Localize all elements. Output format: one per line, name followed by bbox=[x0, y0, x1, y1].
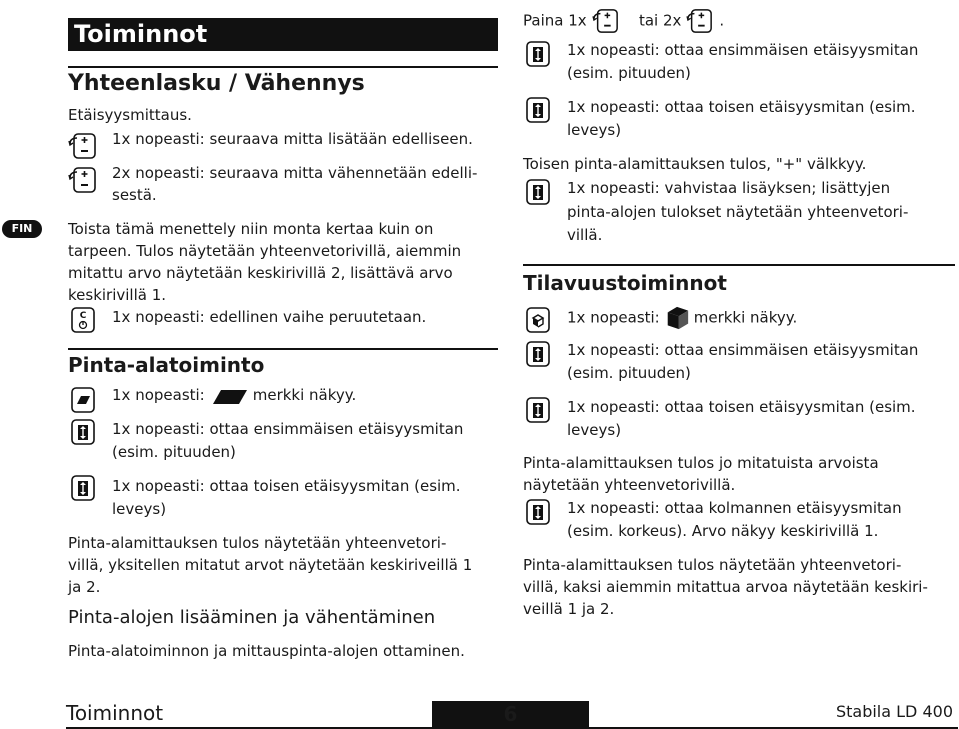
paragraph-line: Pinta-alamittauksen tulos näytetään yhteenvetori- bbox=[523, 556, 902, 574]
paragraph-line: mitattu arvo näytetään keskirivillä 2, lisättävä arvo bbox=[68, 264, 453, 282]
undo-step: 1x nopeasti: edellinen vaihe peruutetaan. bbox=[112, 308, 427, 326]
measure-icon bbox=[523, 178, 553, 206]
measure-second: 1x nopeasti: ottaa toisen etäisyysmitan (esim. bbox=[112, 477, 461, 495]
measure-second: 1x nopeasti: ottaa toisen etäisyysmitan (esim. bbox=[567, 98, 916, 116]
paragraph-line: villä, kaksi aiemmin mitattua arvoa näytetään keskiri- bbox=[523, 578, 928, 596]
step-add: 1x nopeasti: seuraava mitta lisätään edelliseen. bbox=[112, 130, 473, 148]
paragraph-line: Pinta-alamittauksen tulos jo mitatuista arvoista bbox=[523, 454, 879, 472]
measure-icon bbox=[523, 40, 553, 68]
product-name: Stabila LD 400 bbox=[835, 702, 953, 721]
press-instruction: Paina 1x tai 2x . bbox=[523, 8, 724, 34]
paragraph-line: Pinta-alamittauksen tulos näytetään yhteenvetori- bbox=[68, 534, 447, 552]
measure-second-cont: leveys) bbox=[112, 500, 167, 518]
measure-first: 1x nopeasti: ottaa ensimmäisen etäisyysmitan bbox=[567, 341, 919, 359]
heading-rule bbox=[68, 348, 498, 350]
measure-first-cont: (esim. pituuden) bbox=[567, 64, 691, 82]
measure-third: 1x nopeasti: ottaa kolmannen etäisyysmitan bbox=[567, 499, 902, 517]
page-number: 6 bbox=[503, 702, 518, 726]
measure-second: 1x nopeasti: ottaa toisen etäisyysmitan (esim. bbox=[567, 398, 916, 416]
heading-volume-functions: Tilavuustoiminnot bbox=[523, 271, 727, 295]
clear-icon bbox=[68, 306, 98, 334]
paragraph-line: Pinta-alatoiminnon ja mittauspinta-alojen ottaminen. bbox=[68, 642, 465, 660]
volume-step: 1x nopeasti: merkki näkyy. bbox=[567, 305, 797, 331]
step-subtract: 2x nopeasti: seuraava mitta vähennetään edelli- bbox=[112, 164, 478, 182]
measure-second-cont: leveys) bbox=[567, 421, 622, 439]
confirm-step-cont: villä. bbox=[567, 226, 603, 244]
paragraph-line: ja 2. bbox=[68, 578, 101, 596]
measure-second-cont: leveys) bbox=[567, 121, 622, 139]
plus-minus-icon bbox=[68, 166, 98, 194]
area-icon bbox=[68, 386, 98, 414]
area-step: 1x nopeasti: merkki näkyy. bbox=[112, 386, 357, 404]
intro-text: Etäisyysmittaus. bbox=[68, 106, 192, 124]
plus-minus-icon bbox=[68, 132, 98, 160]
measure-first-cont: (esim. pituuden) bbox=[112, 443, 236, 461]
paragraph-line: Toista tämä menettely niin monta kertaa kuin on bbox=[68, 220, 434, 238]
heading-add-subtract: Yhteenlasku / Vähennys bbox=[68, 71, 365, 96]
measure-icon bbox=[523, 498, 553, 526]
measure-icon bbox=[523, 340, 553, 368]
paragraph-line: villä, yksitellen mitatut arvot näytetään keskiriveillä 1 bbox=[68, 556, 473, 574]
measure-icon bbox=[68, 418, 98, 446]
heading-rule bbox=[68, 66, 498, 68]
heading-rule bbox=[523, 264, 955, 266]
footer-section-title: Toiminnot bbox=[66, 701, 164, 725]
measure-first: 1x nopeasti: ottaa ensimmäisen etäisyysmitan bbox=[567, 41, 919, 59]
section-banner: Toiminnot bbox=[68, 18, 498, 51]
measure-first: 1x nopeasti: ottaa ensimmäisen etäisyysmitan bbox=[112, 420, 464, 438]
paragraph-line: tarpeen. Tulos näytetään yhteenvetorivillä, aiemmin bbox=[68, 242, 462, 260]
paragraph-line: veillä 1 ja 2. bbox=[523, 600, 615, 618]
volume-glyph-icon bbox=[664, 305, 690, 331]
measure-icon bbox=[68, 474, 98, 502]
volume-icon bbox=[523, 306, 553, 334]
measure-icon bbox=[523, 96, 553, 124]
plus-minus-icon bbox=[591, 8, 621, 34]
measure-first-cont: (esim. pituuden) bbox=[567, 364, 691, 382]
measure-icon bbox=[523, 396, 553, 424]
paragraph-line: näytetään yhteenvetorivillä. bbox=[523, 476, 736, 494]
heading-area-add-subtract: Pinta-alojen lisääminen ja vähentäminen bbox=[68, 607, 436, 628]
language-badge: FIN bbox=[2, 220, 42, 238]
confirm-step-cont: pinta-alojen tulokset näytetään yhteenvetori- bbox=[567, 203, 909, 221]
area-glyph-icon bbox=[209, 386, 249, 406]
heading-area-function: Pinta-alatoiminto bbox=[68, 353, 265, 377]
confirm-step: 1x nopeasti: vahvistaa lisäyksen; lisättyjen bbox=[567, 179, 891, 197]
paragraph-line: keskirivillä 1. bbox=[68, 286, 167, 304]
plus-minus-icon bbox=[685, 8, 715, 34]
step-subtract-cont: sestä. bbox=[112, 186, 157, 204]
measure-third-cont: (esim. korkeus). Arvo näkyy keskirivillä 1. bbox=[567, 522, 879, 540]
flash-note: Toisen pinta-alamittauksen tulos, "+" välkkyy. bbox=[523, 155, 867, 173]
